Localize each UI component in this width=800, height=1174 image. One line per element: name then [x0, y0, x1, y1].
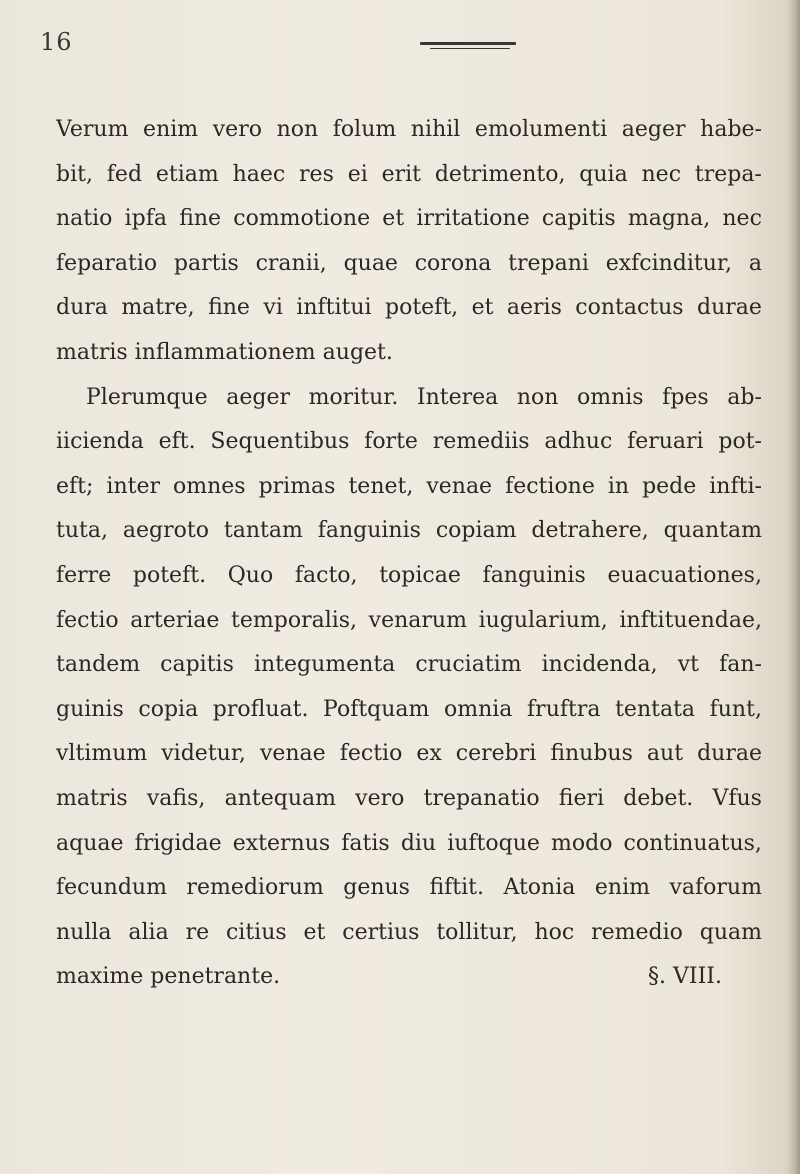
word: ipfa: [124, 206, 167, 232]
word: externus: [232, 830, 331, 856]
word: folum: [332, 117, 397, 142]
word: matris: [56, 785, 128, 811]
word: guinis: [56, 696, 124, 722]
word: aut: [646, 741, 684, 767]
word: aquae: [56, 830, 124, 856]
word: enim: [594, 875, 650, 901]
word: hoc: [534, 919, 575, 945]
word: erit: [381, 161, 421, 187]
word: Interea: [416, 384, 499, 410]
word: nec: [722, 206, 762, 232]
text-line: [56, 732, 762, 777]
word: omnis: [577, 384, 644, 410]
word: vi: [263, 295, 283, 321]
word: et: [382, 206, 405, 232]
word: debet.: [623, 785, 694, 811]
word: tenet,: [348, 473, 414, 499]
word: fanguinis: [482, 562, 586, 588]
word: antequam: [224, 785, 336, 811]
text-line: [56, 688, 762, 733]
word: eft;: [56, 473, 94, 499]
word: bit,: [56, 161, 93, 187]
word: fatis: [341, 830, 390, 856]
text-line-last: [56, 955, 762, 1000]
text-line: [56, 286, 762, 331]
header-rule: [420, 42, 516, 45]
word: remedio: [591, 919, 683, 945]
word: continuatus,: [623, 830, 762, 856]
word: fiftit.: [429, 875, 484, 901]
word: vero: [355, 785, 405, 811]
word: Poftquam: [323, 696, 430, 722]
word: infti-: [709, 473, 762, 499]
word: copia: [138, 696, 199, 722]
word: fruftra: [527, 696, 601, 722]
word: inter: [106, 473, 160, 499]
text-line: [56, 599, 762, 644]
word: aeger: [621, 117, 686, 142]
word: iugularium,: [478, 607, 608, 633]
word: inftituendae,: [619, 607, 762, 633]
word: inftitui: [296, 295, 372, 321]
word: detrimento,: [434, 161, 566, 187]
word: fanguinis: [317, 518, 421, 544]
text-line: [56, 197, 762, 242]
word: Vfus: [712, 785, 762, 811]
section-mark: §. VIII.: [648, 964, 722, 990]
word: contactus: [575, 295, 684, 321]
word: ab-: [727, 384, 762, 410]
word: tandem: [56, 652, 141, 678]
text-line: [56, 643, 762, 688]
word: remediis: [432, 429, 530, 455]
word: fectio: [56, 607, 119, 633]
word: feparatio: [56, 250, 158, 276]
word: fine: [179, 206, 222, 232]
word: Plerumque: [86, 384, 208, 410]
word: topicae: [379, 562, 461, 588]
word: in: [607, 473, 630, 499]
word: re: [185, 919, 210, 945]
word: exfcinditur,: [605, 250, 733, 276]
word: genus: [343, 875, 410, 901]
word: non: [516, 384, 559, 410]
word: temporalis,: [231, 607, 358, 633]
word: videtur,: [161, 741, 246, 767]
word: commotione: [233, 206, 371, 232]
word: moritur.: [308, 384, 399, 410]
word: fed: [106, 161, 143, 187]
word: nihil: [410, 117, 461, 142]
word: finubus: [550, 741, 633, 767]
word: modo: [551, 830, 613, 856]
word: capitis: [160, 652, 234, 678]
word: euacuationes,: [607, 562, 762, 588]
text-line: [56, 866, 762, 911]
word: pede: [642, 473, 697, 499]
word: fecundum: [56, 875, 167, 901]
word: capitis: [541, 206, 616, 232]
word: ex: [416, 741, 442, 767]
word: a: [748, 250, 762, 276]
word: poteft.: [132, 562, 207, 588]
text-line-final: maxime penetrante.: [56, 964, 281, 990]
text-line-paragraph-end: matris inflammationem auget.: [56, 339, 393, 365]
word: natio: [56, 206, 113, 232]
word: emolumenti: [474, 117, 608, 142]
word: primas: [258, 473, 336, 499]
word: funt,: [709, 696, 762, 722]
text-line: [56, 554, 762, 599]
word: omnia: [444, 696, 513, 722]
word: venae: [259, 741, 326, 767]
word: integumenta: [253, 652, 396, 678]
word: trepanatio: [423, 785, 540, 811]
word: detrahere,: [531, 518, 649, 544]
word: corona: [414, 250, 492, 276]
word: diu: [400, 830, 437, 856]
word: non: [276, 117, 319, 142]
word: Quo: [227, 562, 274, 588]
word: copiam: [435, 518, 517, 544]
word: trepani: [508, 250, 589, 276]
word: certius: [342, 919, 420, 945]
word: iicienda: [56, 429, 144, 455]
word: matre,: [121, 295, 195, 321]
word: vt: [677, 652, 699, 678]
word: cruciatim: [415, 652, 522, 678]
word: tantam: [223, 518, 303, 544]
word: durae: [697, 741, 762, 767]
word: frigidae: [134, 830, 222, 856]
word: tuta,: [56, 518, 108, 544]
word: durae: [697, 295, 762, 321]
word: forte: [364, 429, 418, 455]
word: ei: [347, 161, 368, 187]
word: profluat.: [212, 696, 309, 722]
word: irritatione: [416, 206, 530, 232]
text-line: [56, 242, 762, 287]
word: trepa-: [694, 161, 762, 187]
word: pot-: [718, 429, 762, 455]
word: quae: [343, 250, 398, 276]
word: aeger: [226, 384, 291, 410]
word: arteriae: [130, 607, 220, 633]
text-line: [56, 108, 762, 153]
word: iuftoque: [447, 830, 540, 856]
word: fectio: [339, 741, 403, 767]
word: venae: [426, 473, 493, 499]
word: magna,: [627, 206, 711, 232]
word: remediorum: [186, 875, 324, 901]
word: Sequentibus: [210, 429, 350, 455]
word: Atonia: [503, 875, 576, 901]
word: vaforum: [669, 875, 762, 901]
word: citius: [225, 919, 287, 945]
word: tentata: [615, 696, 696, 722]
word: poteft,: [384, 295, 459, 321]
word: tollitur,: [436, 919, 518, 945]
text-line: [56, 465, 762, 510]
word: Verum: [56, 117, 129, 142]
word: cerebri: [455, 741, 537, 767]
word: fan-: [719, 652, 762, 678]
word: eft.: [158, 429, 196, 455]
word: etiam: [155, 161, 219, 187]
text-line-paragraph-start: [56, 376, 762, 421]
word: fpes: [662, 384, 709, 410]
word: dura: [56, 295, 108, 321]
word: vafis,: [146, 785, 206, 811]
word: venarum: [368, 607, 467, 633]
word: aegroto: [122, 518, 209, 544]
word: nulla: [56, 919, 112, 945]
word: et: [471, 295, 494, 321]
header-rule-thin: [430, 48, 510, 49]
word: omnes: [172, 473, 246, 499]
word: facto,: [294, 562, 358, 588]
word: partis: [173, 250, 239, 276]
word: alia: [128, 919, 169, 945]
text-line: [56, 777, 762, 822]
word: ferre: [56, 562, 112, 588]
word: et: [303, 919, 326, 945]
text-line: [56, 911, 762, 956]
word: quia: [579, 161, 628, 187]
text-line: [56, 153, 762, 198]
word: quantam: [663, 518, 762, 544]
text-line: [56, 420, 762, 465]
word: fieri: [558, 785, 605, 811]
word: nec: [641, 161, 682, 187]
word: haec: [232, 161, 286, 187]
word: incidenda,: [541, 652, 658, 678]
word: enim: [143, 117, 199, 142]
text-line: [56, 509, 762, 554]
word: fine: [208, 295, 250, 321]
word: cranii,: [255, 250, 327, 276]
page-number: 16: [40, 28, 73, 56]
word: adhuc: [544, 429, 613, 455]
word: quam: [699, 919, 762, 945]
word: res: [299, 161, 334, 187]
text-line: [56, 822, 762, 867]
word: aeris: [506, 295, 562, 321]
word: habe-: [700, 117, 762, 142]
page-edge-shadow: [786, 0, 800, 1174]
word: feruari: [627, 429, 704, 455]
word: vero: [212, 117, 262, 142]
body-text: [56, 108, 762, 1000]
word: vltimum: [56, 741, 148, 767]
word: fectione: [505, 473, 595, 499]
